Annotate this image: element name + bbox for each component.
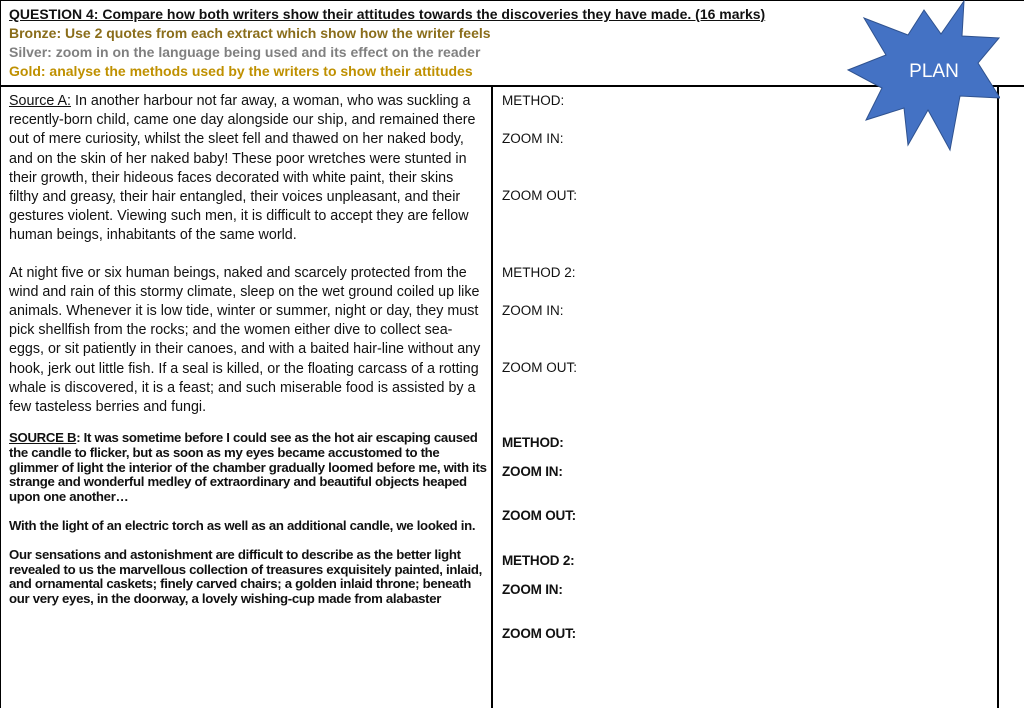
source-b-para2: With the light of an electric torch as well as an additional candle, we looked in. [9,517,476,533]
plan-b-zoom-in2: ZOOM IN: [502,582,563,597]
plan-a-method2: METHOD 2: [502,265,576,280]
source-a-para1: In another harbour not far away, a woman, who was suckling a recently-born child, came one day alongside our ship, and remained there out of mere curiosity, whilst the sleet fell and thawed on her naked body, and on the skin of her naked baby! These poor wretches were stunted in their growth, their hideous faces decorated with white paint, their skins filthy and greasy, their hair entangled, their voices unpleasant, and their gestures violent. Viewing such men, it is difficult to accept they are fellow human beings, inhabitants of the same world. [9,93,476,244]
source-a-text [9,92,484,435]
plan-a-method: METHOD: [502,93,565,108]
plan-a-zoom-out2: ZOOM OUT: [502,360,577,375]
source-b-para3: Our sensations and astonishment are difficult to describe as the better light revealed to us the marvellous collection of treasures exquisitely painted, inlaid, and ornamental caskets; finely carved chairs; a golden inlaid throne; beneath our very eyes, in the doorway, a lovely wishing-cup made from alabaster [9,546,483,607]
plan-b-zoom-out: ZOOM OUT: [502,508,576,523]
bronze-task: Bronze: Use 2 quotes from each extract which show how the writer feels [9,25,491,41]
plan-b-zoom-in: ZOOM IN: [502,464,563,479]
plan-b-zoom-out2: ZOOM OUT: [502,626,576,641]
gold-task: Gold: analyse the methods used by the writers to show their attitudes [9,63,473,79]
plan-a-zoom-out: ZOOM OUT: [502,188,577,203]
source-b-text [9,431,489,621]
silver-task: Silver: zoom in on the language being used and its effect on the reader [9,44,481,60]
plan-label: PLAN [909,61,959,82]
source-b-label: SOURCE B [9,430,77,445]
plan-b-method: METHOD: [502,435,564,450]
source-b-para1: : It was sometime before I could see as the hot air escaping caused the candle to flicker, but as soon as my eyes became accustomed to the glimmer of light the interior of the chamber gradually loomed before me, with its strange and wonderful medley of extraordinary and beautiful objects heaped upon one another… [9,430,487,505]
column-divider [491,87,493,708]
right-border [997,87,999,708]
question-title: QUESTION 4: Compare how both writers show their attitudes towards the discoveries they have made. (16 marks) [9,6,766,22]
plan-a-zoom-in: ZOOM IN: [502,131,564,146]
plan-a-zoom-in2: ZOOM IN: [502,303,564,318]
plan-b-method2: METHOD 2: [502,553,575,568]
source-a-para2: At night five or six human beings, naked and scarcely protected from the wind and rain of this stormy climate, sleep on the wet ground coiled up like animals. Whenever it is low tide, winter or summer, night or day, they must pick shellfish from the rocks; and the women either dive to collect sea-eggs, or sit patiently in their canoes, and with a baited hair-line without any hook, jerk out little fish. If a seal is killed, or the floating carcass of a rotting whale is discovered, it is a feast; and such miserable food is assisted by a few tasteless berries and fungi. [9,264,481,416]
source-a-label: Source A: [9,93,71,109]
plan-star-badge [846,0,1000,152]
